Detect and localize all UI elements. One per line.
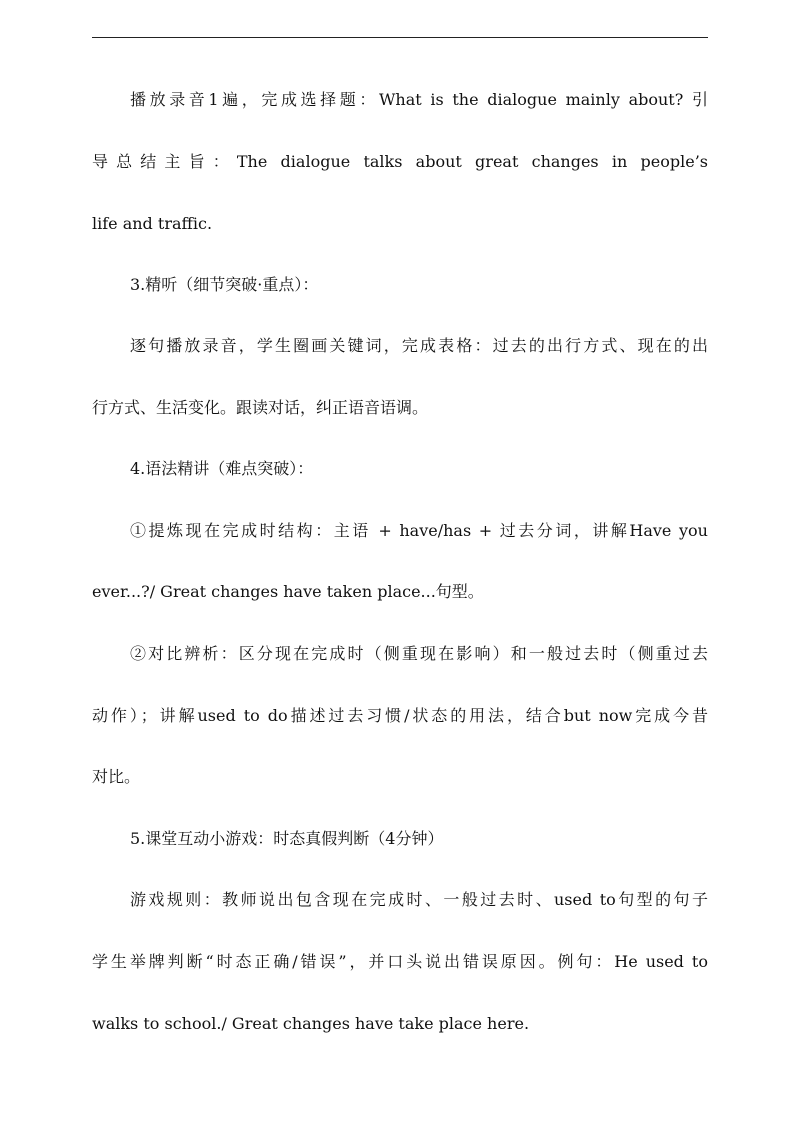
text-line-1: 播放录音1遍，完成选择题：What is the dialogue mainly about? 引 — [130, 90, 708, 109]
text-line-10: ②对比辨析：区分现在完成时（侧重现在影响）和一般过去时（侧重过去 — [130, 644, 708, 663]
text-line-9: ever...?/ Great changes have taken place...句型。 — [92, 582, 484, 601]
text-line-5: 逐句播放录音，学生圈画关键词，完成表格：过去的出行方式、现在的出 — [130, 336, 708, 355]
text-line-16: walks to school./ Great changes have take place here. — [92, 1014, 530, 1033]
text-line-15: 学生举牌判断“时态正确/错误”，并口头说出错误原因。例句：He used to — [92, 952, 708, 971]
section-heading-3: 3.精听（细节突破·重点）： — [130, 275, 319, 294]
text-line-3: life and traffic. — [92, 214, 213, 233]
text-line-2: 导总结主旨：The dialogue talks about great changes in people’s — [92, 152, 708, 171]
text-line-12: 对比。 — [92, 767, 141, 786]
section-heading-5: 5.课堂互动小游戏：时态真假判断（4分钟） — [130, 829, 444, 848]
text-line-6: 行方式、生活变化。跟读对话，纠正语音语调。 — [92, 398, 429, 417]
text-line-14: 游戏规则：教师说出包含现在完成时、一般过去时、used to句型的句子 — [130, 890, 708, 909]
section-heading-4: 4.语法精讲（难点突破）： — [130, 459, 314, 478]
header-rule — [92, 37, 708, 38]
text-line-11: 动作）；讲解used to do描述过去习惯/状态的用法，结合but now完成今昔 — [92, 706, 708, 725]
text-line-8: ①提炼现在完成时结构：主语 + have/has + 过去分词，讲解Have you — [130, 521, 708, 540]
